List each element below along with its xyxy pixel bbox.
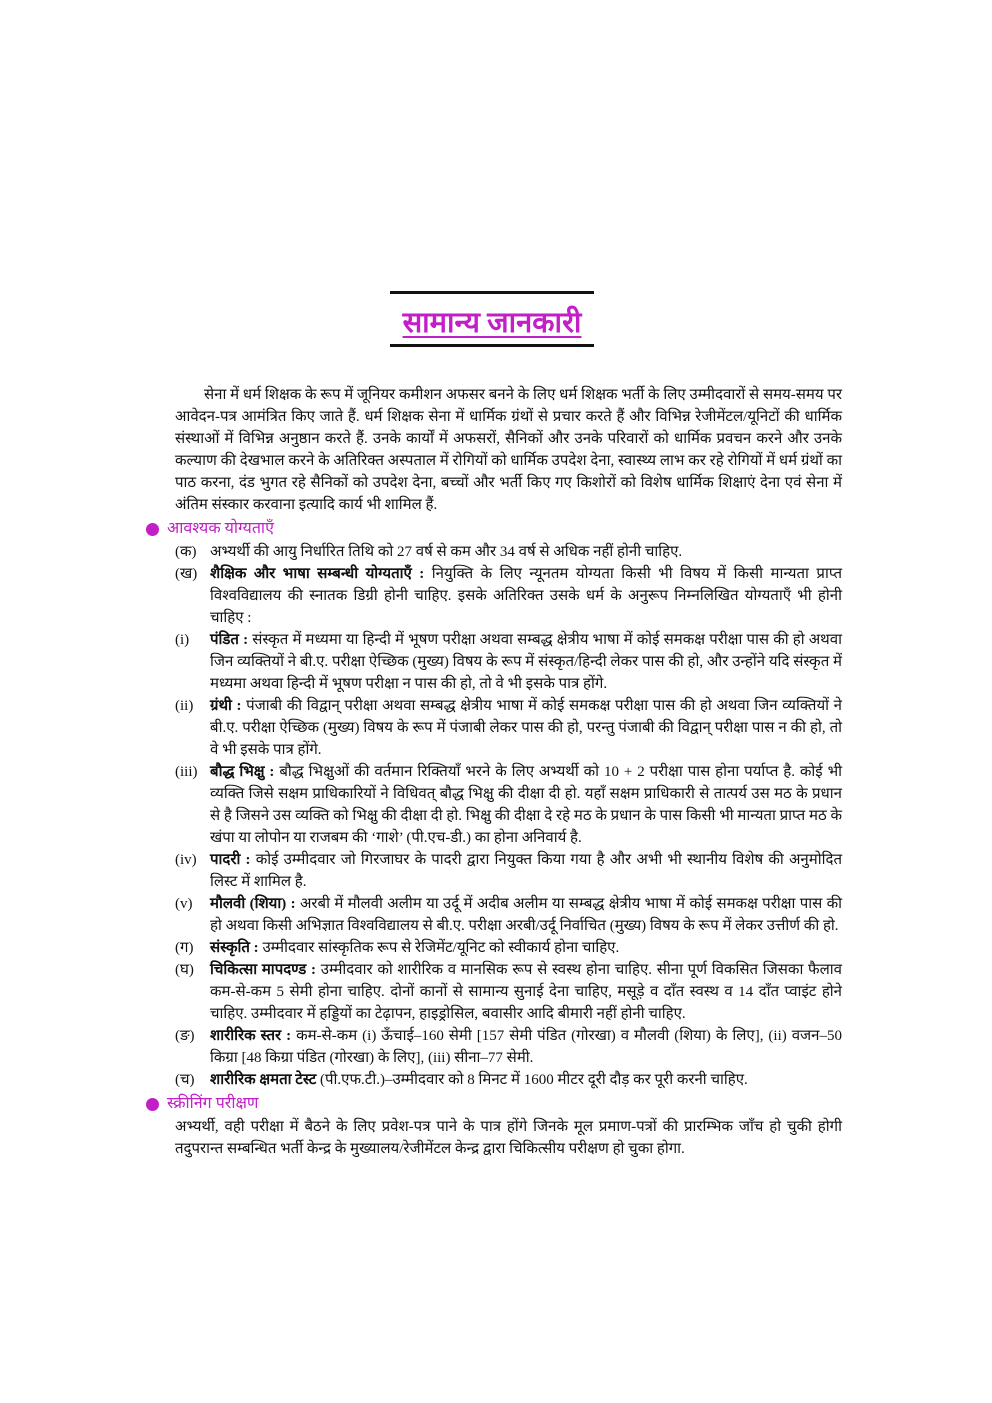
- item-body: कोई उम्मीदवार जो गिरजाघर के पादरी द्वारा नियुक्त किया गया है और अभी भी स्थानीय विशेष की अनुमोदित लिस्ट में शामिल है.: [210, 852, 842, 890]
- item-body: बौद्ध भिक्षुओं की वर्तमान रिक्तियाँ भरने के लिए अभ्यर्थी को 10 + 2 परीक्षा पास होना पर्याप्त है. कोई भी व्यक्ति जिसे सक्षम प्राधिकारियों ने विधिवत् बौद्ध भिक्षु की दीक्षा दी हो. यहाँ सक्षम प्राधिकारी से तात्पर्य उस मठ के प्रधान से है जिसने उस व्यक्ति को भिक्षु की दीक्षा दी हो. भिक्षु की दीक्षा दे रहे मठ के प्रधान के पास किसी भी मान्यता प्राप्त मठ के खंपा या लोपोन या राजबम की ‘गाशे’ (पी.एच-डी.) का होना अनिवार्य है.: [210, 764, 842, 846]
- screening-paragraph: अभ्यर्थी, वही परीक्षा में बैठने के लिए प्रवेश-पत्र पाने के पात्र होंगे जिनके मूल प्रमाण-पत्रों की प्रारम्भिक जाँच हो चुकी होगी तदुपरान्त सम्बन्धित भर्ती केन्द्र के मुख्यालय/रेजीमेंटल केन्द्र द्वारा चिकित्सीय परीक्षण हो चुका होगा.: [175, 1119, 842, 1157]
- item-text: [210, 893, 842, 937]
- list-item: [175, 695, 842, 761]
- item-body: संस्कृत में मध्यमा या हिन्दी में भूषण परीक्षा अथवा सम्बद्ध क्षेत्रीय भाषा में कोई समकक्ष परीक्षा पास की हो अथवा जिन व्यक्तियों ने बी.ए. परीक्षा ऐच्छिक (मुख्य) विषय के रूप में संस्कृत/हिन्दी लेकर पास की हो, और उन्होंने यदि संस्कृत में मध्यमा अथवा हिन्दी में भूषण परीक्षा न पास की हो, तो वे भी इसके पात्र होंगे.: [210, 632, 842, 692]
- item-term: शैक्षिक और भाषा सम्बन्धी योग्यताएँ :: [210, 566, 425, 582]
- intro-paragraph: सेना में धर्म शिक्षक के रूप में जूनियर कमीशन अफसर बनने के लिए धर्म शिक्षक भर्ती के लिए उम्मीदवारों से समय-समय पर आवेदन-पत्र आमंत्रित किए जाते हैं. धर्म शिक्षक सेना में धार्मिक ग्रंथों से प्रचार करते हैं और विभिन्न रेजीमेंटल/यूनिटों की धार्मिक संस्थाओं में विभिन्न अनुष्ठान करते हैं. उनके कार्यों में अफसरों, सैनिकों और उनके परिवारों को धार्मिक प्रवचन करने और उनके कल्याण की देखभाल करने के अतिरिक्त अस्पताल में रोगियों को धार्मिक उपदेश देना, स्वास्थ्य लाभ कर रहे रोगियों में धर्म ग्रंथों का पाठ करना, दंड भुगत रहे सैनिकों को उपदेश देना, बच्चों और भर्ती किए गए किशोरों को विशेष धार्मिक शिक्षाएं देना एवं सेना में अंतिम संस्कार करवाना इत्यादि कार्य भी शामिल हैं.: [175, 387, 842, 513]
- item-text: [210, 1069, 842, 1091]
- item-text: [210, 563, 842, 629]
- item-term: बौद्ध भिक्षु :: [210, 764, 275, 780]
- list-item: [175, 541, 842, 563]
- list-item: [175, 849, 842, 893]
- list-item: [175, 563, 842, 629]
- item-term: पंडित :: [210, 632, 249, 648]
- list-item: [175, 1025, 842, 1069]
- item-term: शारीरिक क्षमता टेस्ट: [210, 1072, 317, 1088]
- item-label: (i): [175, 632, 190, 648]
- item-text: [210, 629, 842, 695]
- item-label: (iii): [175, 764, 198, 780]
- item-text: [210, 849, 842, 893]
- list-item: [175, 1069, 842, 1091]
- item-text: [210, 959, 842, 1025]
- section-heading-text: आवश्यक योग्यताएँ: [167, 520, 274, 537]
- item-body: अरबी में मौलवी अलीम या उर्दू में अदीब अलीम या सम्बद्ध क्षेत्रीय भाषा में कोई समकक्ष परीक्षा पास की हो अथवा किसी अभिज्ञात विश्वविद्यालय से बी.ए. परीक्षा अरबी/उर्दू निर्वाचित (मुख्य) विषय के रूप में लेकर उत्तीर्ण की हो.: [210, 896, 842, 934]
- item-body: पंजाबी की विद्वान् परीक्षा अथवा सम्बद्ध क्षेत्रीय भाषा में कोई समकक्ष परीक्षा पास की हो अथवा जिन व्यक्तियों ने बी.ए. परीक्षा ऐच्छिक (मुख्य) विषय के रूप में पंजाबी लेकर पास की हो, परन्तु पंजाबी की विद्वान् परीक्षा पास न की हो, तो वे भी इसके पात्र होंगे.: [210, 698, 842, 758]
- item-label: (ङ): [175, 1028, 195, 1044]
- item-term: चिकित्सा मापदण्ड :: [210, 962, 317, 978]
- bullet-icon: [146, 1098, 159, 1111]
- list-item: [175, 893, 842, 937]
- page-title: सामान्य जानकारी: [402, 307, 582, 339]
- item-term: संस्कृति :: [210, 940, 259, 956]
- item-label: (v): [175, 896, 193, 912]
- item-term: शारीरिक स्तर :: [210, 1028, 292, 1044]
- bullet-icon: [146, 523, 159, 536]
- qualification-list: [146, 541, 842, 1091]
- item-label: (च): [175, 1072, 195, 1088]
- list-item: [175, 937, 842, 959]
- item-body: अभ्यर्थी की आयु निर्धारित तिथि को 27 वर्ष से कम और 34 वर्ष से अधिक नहीं होनी चाहिए.: [210, 544, 683, 560]
- section-heading-text: स्क्रीनिंग परीक्षण: [167, 1095, 259, 1112]
- document-body: [146, 384, 842, 1160]
- item-text: [210, 937, 842, 959]
- item-term: मौलवी (शिया) :: [210, 896, 296, 912]
- item-body: उम्मीदवार को शारीरिक व मानसिक रूप से स्वस्थ होना चाहिए. सीना पूर्ण विकसित जिसका फैलाव कम-से-कम 5 सेमी होना चाहिए. दोनों कानों से सामान्य सुनाई देना चाहिए, मसूड़े व दाँत स्वस्थ व 14 दाँत प्वाइंट होने चाहिए. उम्मीदवार में हड्डियों का टेढ़ापन, हाइड्रोसिल, बवासीर आदि बीमारी नहीं होनी चाहिए.: [210, 962, 842, 1022]
- item-body: कम-से-कम (i) ऊँचाई–160 सेमी [157 सेमी पंडित (गोरखा) व मौलवी (शिया) के लिए], (ii) वजन–50 किग्रा [48 किग्रा पंडित (गोरखा) के लिए], (iii) सीना–77 सेमी.: [210, 1028, 842, 1066]
- item-text: [210, 541, 842, 563]
- item-term: ग्रंथी :: [210, 698, 242, 714]
- item-body: उम्मीदवार सांस्कृतिक रूप से रेजिमेंट/यूनिट को स्वीकार्य होना चाहिए.: [258, 940, 620, 956]
- item-label: (iv): [175, 852, 197, 868]
- item-label: (ii): [175, 698, 194, 714]
- section-heading-screening: [146, 1093, 842, 1115]
- title-block: [390, 291, 594, 347]
- list-item: [175, 761, 842, 849]
- item-label: (घ): [175, 962, 194, 978]
- item-body: नियुक्ति के लिए न्यूनतम योग्यता किसी भी विषय में किसी मान्यता प्राप्त विश्वविद्यालय की स्नातक डिग्री होनी चाहिए. इसके अतिरिक्त उसके धर्म के अनुरूप निम्नलिखित योग्यताएँ भी होनी चाहिए :: [210, 566, 842, 626]
- section-heading-qualifications: [146, 518, 842, 540]
- item-label: (ग): [175, 940, 194, 956]
- item-body: (पी.एफ.टी.)–उम्मीदवार को 8 मिनट में 1600 मीटर दूरी दौड़ कर पूरी करनी चाहिए.: [316, 1072, 748, 1088]
- item-text: [210, 761, 842, 849]
- list-item: [175, 629, 842, 695]
- item-text: [210, 1025, 842, 1069]
- list-item: [175, 959, 842, 1025]
- item-label: (ख): [175, 566, 198, 582]
- item-text: [210, 695, 842, 761]
- item-label: (क): [175, 544, 197, 560]
- item-term: पादरी :: [210, 852, 251, 868]
